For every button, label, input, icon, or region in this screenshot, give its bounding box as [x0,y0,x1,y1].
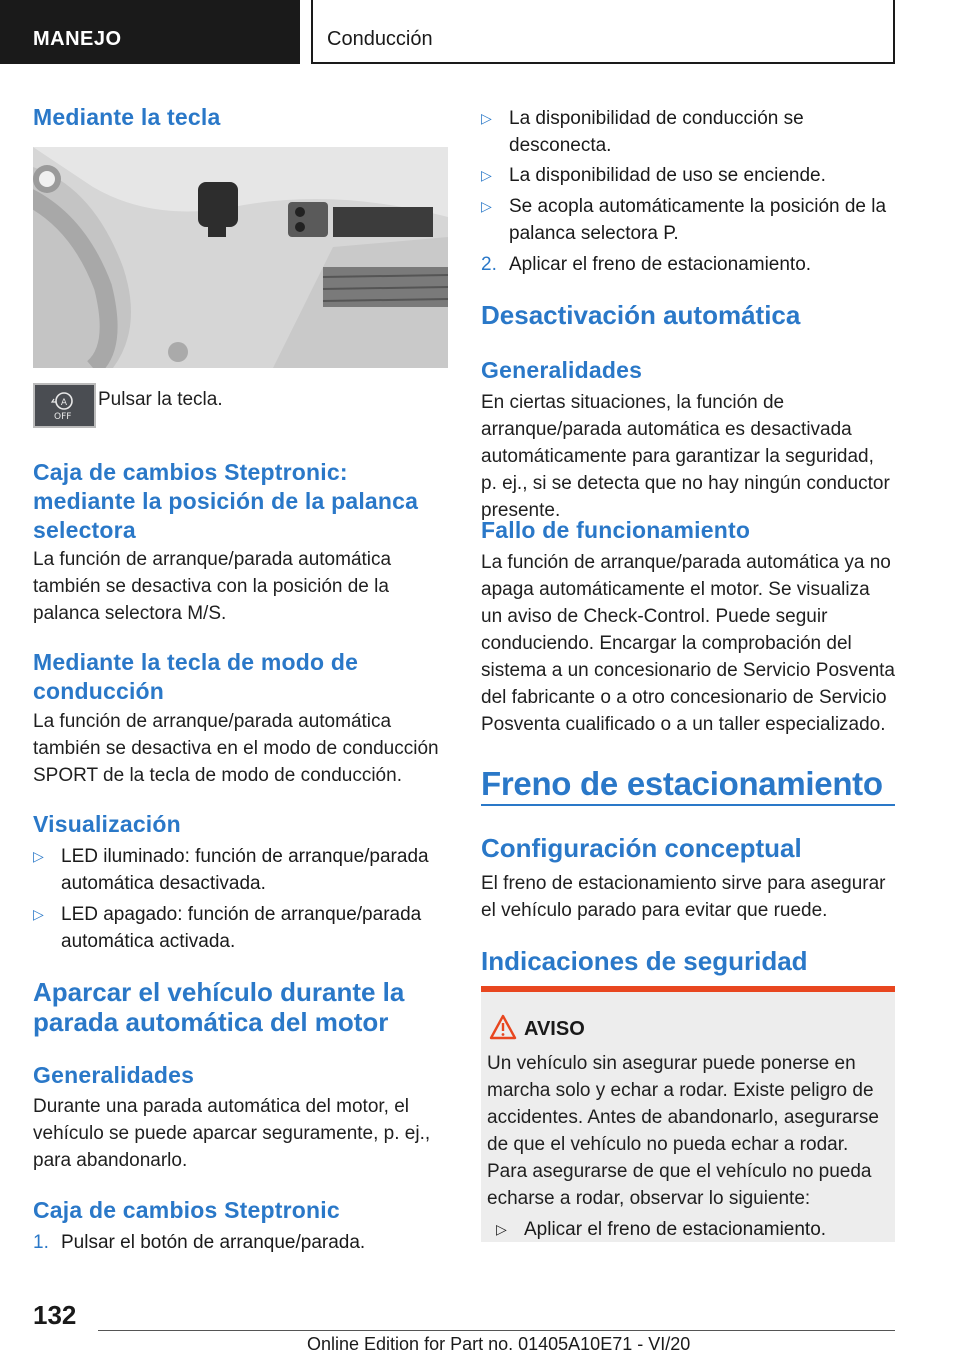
warning-para-2: Para asegurarse de que el vehículo no pueda echarse a rodar, observar lo siguiente: [487,1161,872,1209]
warning-triangle-icon [489,1014,517,1045]
list-item-text: LED apagado: función de arranque/parada automática activada. [61,904,422,952]
list-item [496,1216,886,1243]
heading-visualizacion: Visualización [33,811,181,837]
heading-desactivacion: Desactivación automática [481,300,801,330]
chapter-tab [311,0,895,64]
list-item [33,901,448,955]
svg-text:A: A [60,398,68,408]
list-item-text: La disponibilidad de uso se enciende. [509,165,826,186]
triangle-bullet-icon: ▷ [481,110,492,126]
step-text: Pulsar el botón de arranque/parada. [61,1232,366,1253]
step-text: Aplicar el freno de estacionamiento. [509,254,812,275]
heading-modo-conduccion: Mediante la tecla de modo de conducción [33,649,359,704]
button-caption: Pulsar la tecla. [98,389,223,410]
heading-aparcar: Aparcar el vehículo durante la parada automática del motor [33,977,405,1037]
triangle-bullet-icon: ▷ [33,906,44,922]
para-generalidades-2: En ciertas situaciones, la función de arranque/parada automática es desactivada automáticamente para garantizar la seguridad, p. ej., si se detecta que no hay ningún conductor presente. [481,392,890,521]
list-item [481,193,895,247]
heading-steptronic-selector: Caja de cambios Steptronic: mediante la posición de la palanca selectora [33,459,419,543]
para-steptronic-selector: La función de arranque/parada automática también se desactiva con la posición de la palanca selectora M/S. [33,549,392,624]
triangle-bullet-icon: ▷ [496,1221,507,1237]
heading-freno: Freno de estacionamiento [481,765,883,802]
heading-tecla: Mediante la tecla [33,104,221,130]
dashboard-illustration [33,147,448,368]
list-item-text: Se acopla automáticamente la posición de la palanca selectora P. [509,196,887,244]
button-off-label: OFF [54,412,72,422]
numbered-step [33,1229,448,1256]
list-item [33,843,448,897]
numbered-step [481,251,895,278]
list-item [481,105,895,159]
warning-title: AVISO [524,1018,585,1040]
auto-start-stop-button-icon [33,383,96,428]
heading-steptronic: Caja de cambios Steptronic [33,1197,340,1223]
triangle-bullet-icon: ▷ [481,198,492,214]
step-number: 2. [481,254,497,275]
triangle-bullet-icon: ▷ [481,167,492,183]
warning-box [481,986,895,1242]
triangle-bullet-icon: ▷ [33,848,44,864]
para-fallo: La función de arranque/parada automática ya no apaga automáticamente el motor. Se visualiza un aviso de Check-Control. Puede seguir conduciendo. Encargar la comprobación del sistema a un concesionario de Servicio Posventa del fabricante o a otro concesionario de Servicio Posventa cualificado o a un taller especializado. [481,552,896,735]
footer-rule [98,1330,895,1331]
warning-para-1: Un vehículo sin asegurar puede ponerse en marcha solo y echar a rodar. Existe peligro de accidentes. Antes de abandonarlo, asegurarse de que el vehículo no pueda echar a rodar. [487,1053,879,1155]
step-number: 1. [33,1232,49,1253]
heading-configuracion: Configuración conceptual [481,833,802,863]
para-configuracion: El freno de estacionamiento sirve para asegurar el vehículo parado para evitar que ruede. [481,873,886,921]
page-number: 132 [33,1300,77,1330]
section-tab [0,0,300,64]
heading-fallo: Fallo de funcionamiento [481,517,751,543]
para-modo-conduccion: La función de arranque/parada automática también se desactiva en el modo de conducción SPORT de la tecla de modo de conducción. [33,711,439,786]
list-item-text: La disponibilidad de conducción se desconecta. [509,108,804,156]
heading-generalidades-2: Generalidades [481,357,643,383]
dashboard-photo [33,147,448,368]
list-item-text: Aplicar el freno de estacionamiento. [524,1219,827,1240]
edition-footer: Online Edition for Part no. 01405A10E71 - VI/20 [307,1334,691,1354]
chapter-title: Conducción [327,28,433,50]
para-generalidades: Durante una parada automática del motor, el vehículo se puede aparcar seguramente, p. ej., para abandonarlo. [33,1096,431,1171]
heading-generalidades: Generalidades [33,1062,195,1088]
section-title: MANEJO [33,28,122,50]
list-item-text: LED iluminado: función de arranque/parada automática desactivada. [61,846,429,894]
section-rule [481,804,895,806]
heading-indicaciones: Indicaciones de seguridad [481,946,808,976]
list-item [481,162,895,189]
